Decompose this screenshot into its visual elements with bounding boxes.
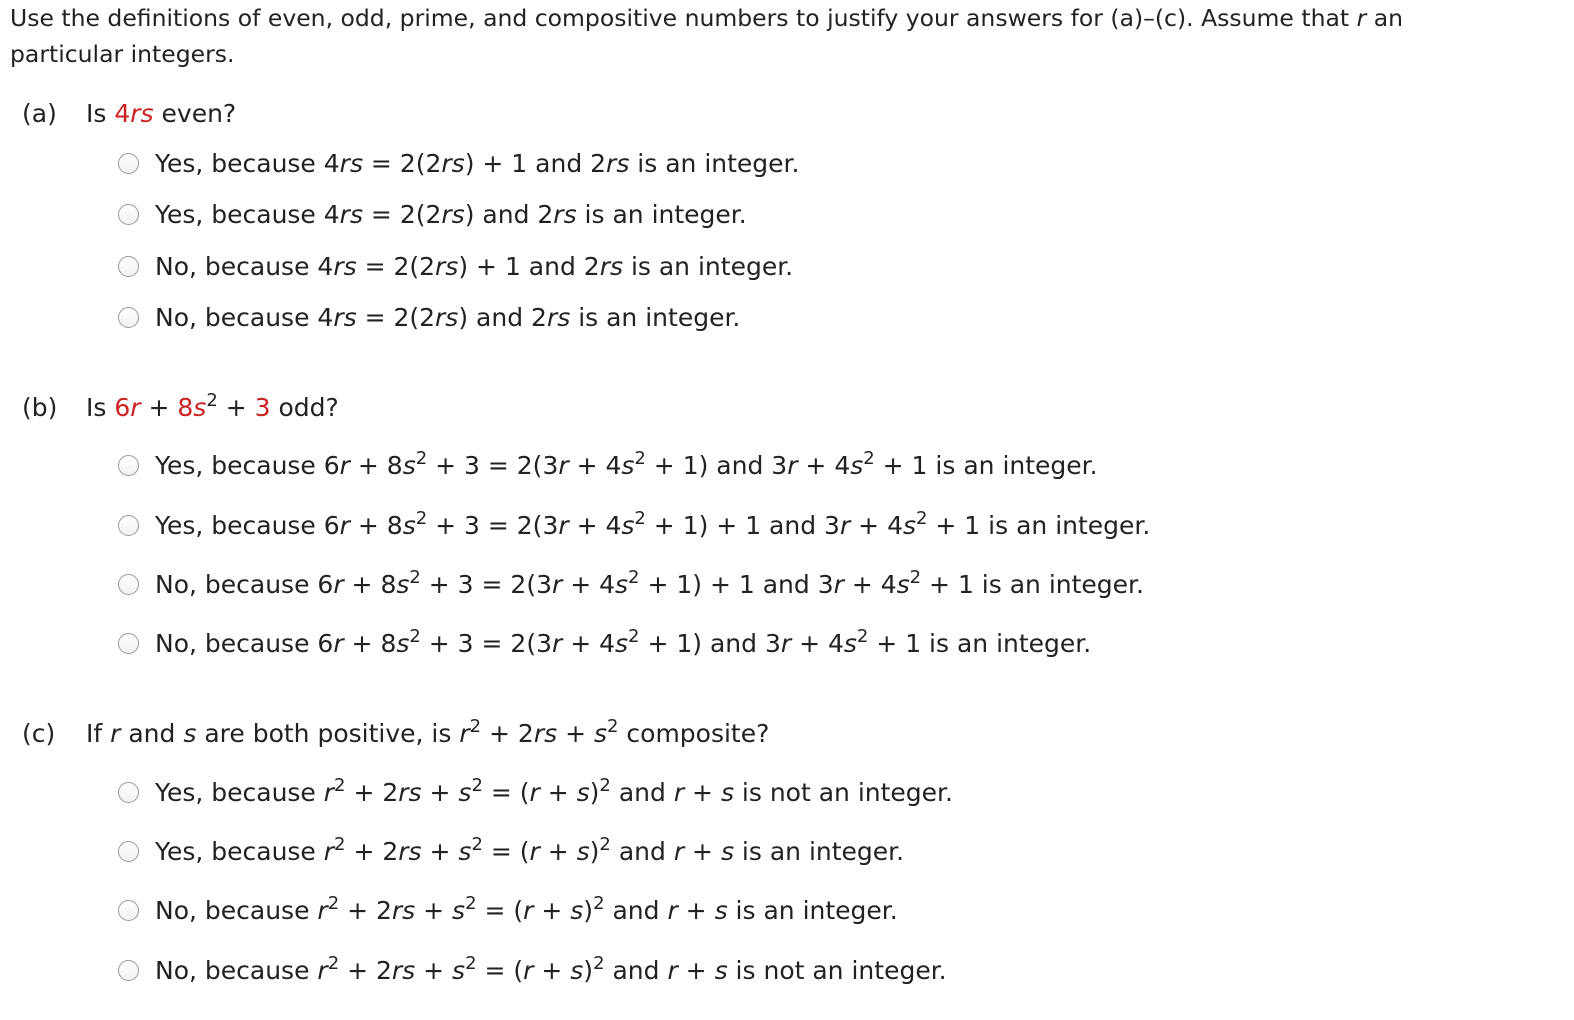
radio-button[interactable]: [118, 455, 139, 476]
part-a-expression: 4rs: [114, 99, 154, 128]
part-c-label: (c): [22, 719, 56, 748]
radio-button[interactable]: [118, 256, 139, 277]
part-c-question: [22, 718, 769, 750]
part-c-option-1[interactable]: [118, 775, 953, 809]
part-a-option-4[interactable]: [118, 300, 740, 334]
option-label: Yes, because 4rs = 2(2rs) + 1 and 2rs is an integer.: [155, 148, 800, 178]
radio-button[interactable]: [118, 153, 139, 174]
part-b-option-1[interactable]: [118, 448, 1098, 482]
option-label: No, because 4rs = 2(2rs) + 1 and 2rs is an integer.: [155, 251, 794, 281]
part-b-term-1: 6r: [114, 393, 141, 422]
radio-button[interactable]: [118, 900, 139, 921]
radio-button[interactable]: [118, 307, 139, 328]
radio-button[interactable]: [118, 960, 139, 981]
part-b-term-3: 3: [254, 393, 271, 422]
radio-button[interactable]: [118, 841, 139, 862]
part-b-option-3[interactable]: [118, 567, 1144, 601]
part-c-question-text: If r and s are both positive, is $r^2 + 2rs + s^2$ composite?: [86, 716, 770, 748]
option-label: Yes, because $r^2 + 2rs + s^2 = (r + s)^2$ and r + s is an integer.: [155, 833, 905, 866]
part-a-option-3[interactable]: [118, 249, 793, 283]
part-b-question: (b) Is $6r + 8s^2 + 3$ odd?: [22, 390, 339, 422]
part-b-option-2[interactable]: [118, 508, 1150, 542]
instructions-line-2: particular integers.: [10, 40, 235, 68]
instructions: [10, 0, 1574, 72]
radio-button[interactable]: [118, 574, 139, 595]
radio-button[interactable]: [118, 204, 139, 225]
part-b-option-4[interactable]: [118, 626, 1091, 660]
part-c-option-2[interactable]: [118, 834, 904, 868]
part-a-label: (a): [22, 99, 57, 128]
part-b-term-2: 8s: [177, 393, 207, 422]
option-label: No, because $r^2 + 2rs + s^2 = (r + s)^2$ and r + s is not an integer.: [155, 952, 947, 985]
option-label: Yes, because $r^2 + 2rs + s^2 = (r + s)^2$ and r + s is not an integer.: [155, 774, 953, 807]
part-a-option-2[interactable]: [118, 197, 747, 231]
option-label: No, because $6r + 8s^2 + 3 = 2(3r + 4s^2 + 1)$ and $3r + 4s^2 + 1$ is an integer.: [155, 625, 1092, 658]
option-label: No, because $6r + 8s^2 + 3 = 2(3r + 4s^2 + 1) + 1$ and $3r + 4s^2 + 1$ is an integer.: [155, 566, 1144, 599]
part-b-label: (b): [22, 393, 58, 422]
part-a-question: (a) Is 4rs even?: [22, 99, 237, 128]
instructions-line-1: Use the definitions of even, odd, prime, and compositive numbers to justify your answers for (a)–(c). Assume that r an: [10, 4, 1403, 32]
part-c-option-3[interactable]: [118, 893, 898, 927]
option-label: No, because $r^2 + 2rs + s^2 = (r + s)^2$ and r + s is an integer.: [155, 892, 898, 925]
part-a-option-1[interactable]: [118, 146, 800, 180]
radio-button[interactable]: [118, 515, 139, 536]
part-c-option-4[interactable]: [118, 953, 947, 987]
option-label: No, because 4rs = 2(2rs) and 2rs is an integer.: [155, 302, 741, 332]
radio-button[interactable]: [118, 782, 139, 803]
option-label: Yes, because 4rs = 2(2rs) and 2rs is an integer.: [155, 199, 747, 229]
option-label: Yes, because $6r + 8s^2 + 3 = 2(3r + 4s^2 + 1)$ and $3r + 4s^2 + 1$ is an integer.: [155, 447, 1098, 480]
option-label: Yes, because $6r + 8s^2 + 3 = 2(3r + 4s^2 + 1) + 1$ and $3r + 4s^2 + 1$ is an integer.: [155, 507, 1151, 540]
radio-button[interactable]: [118, 633, 139, 654]
